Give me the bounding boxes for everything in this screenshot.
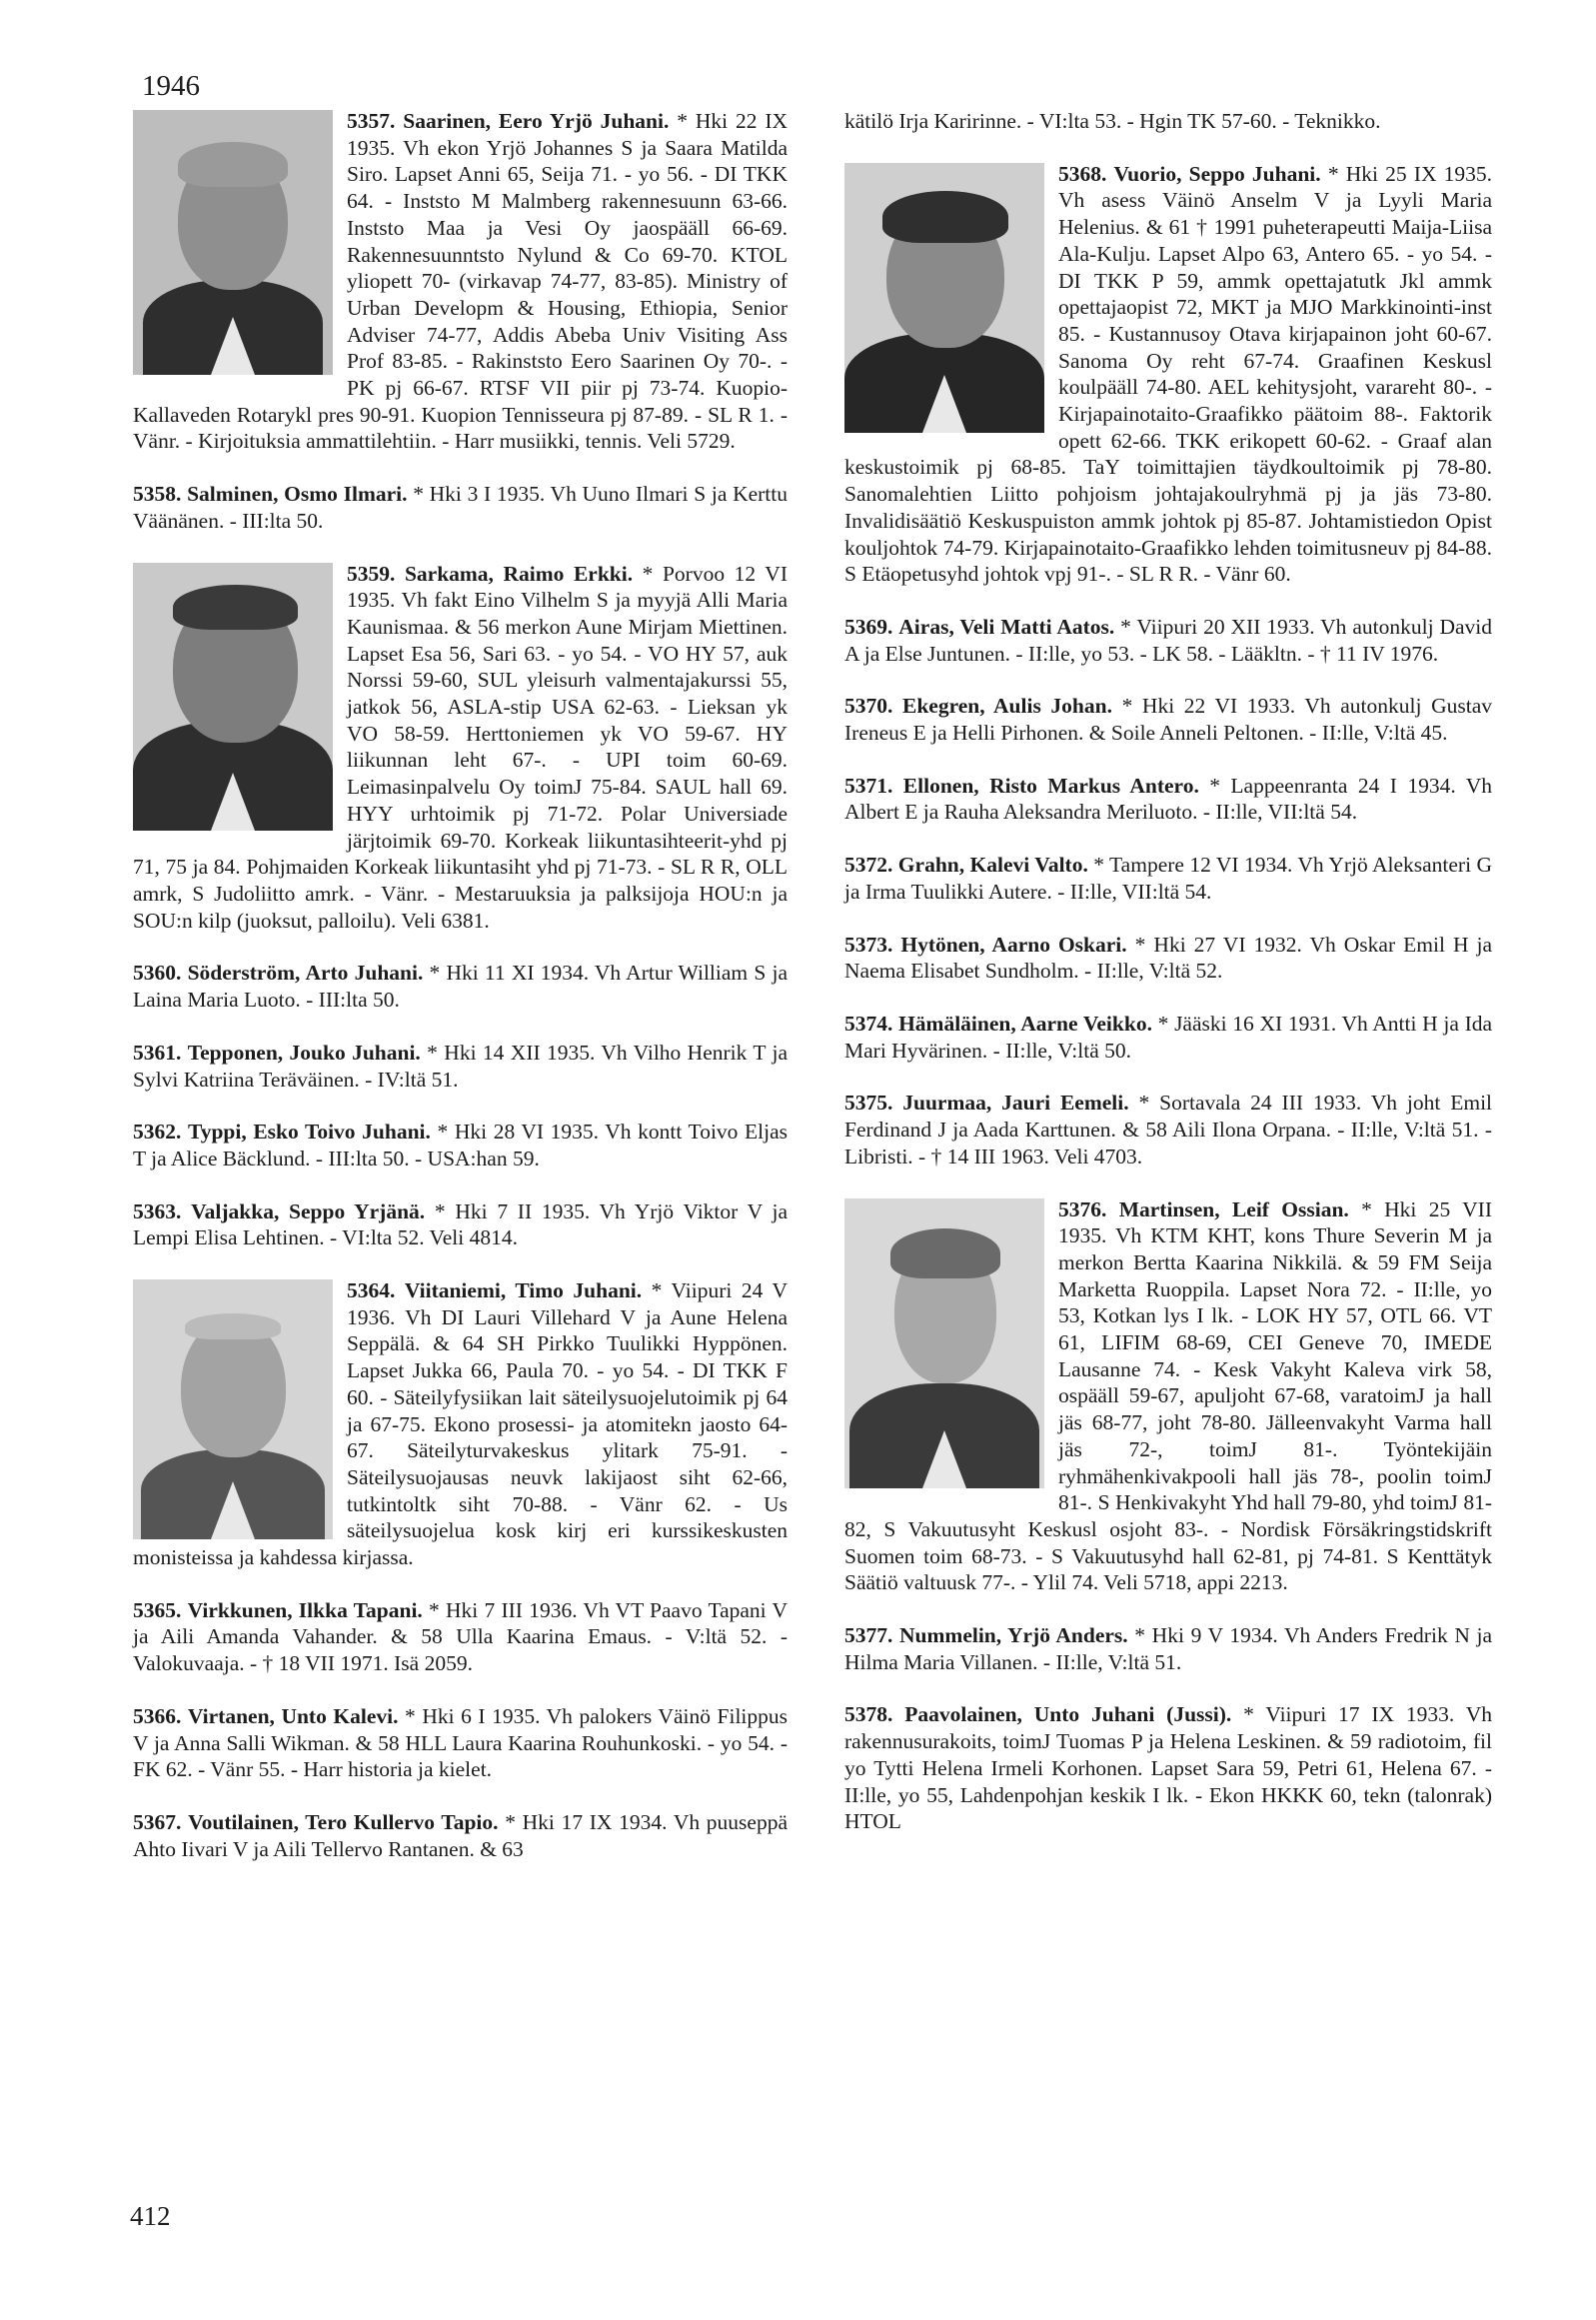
entry-name: Vuorio, Seppo Juhani.: [1113, 161, 1321, 186]
entry-5360: [133, 960, 788, 1013]
entry-5361: [133, 1040, 788, 1093]
entry-5370: [844, 693, 1492, 746]
entry-number: 5376.: [1058, 1196, 1107, 1221]
entry-number: 5367.: [133, 1809, 182, 1834]
entry-name: Airas, Veli Matti Aatos.: [898, 614, 1115, 639]
entry-name: Hytönen, Aarno Oskari.: [900, 932, 1127, 957]
entry-text: * Hki 25 IX 1935. Vh asess Väinö Anselm V ja Lyyli Maria Helenius. & 61 † 1991 puheterapeutti Maija-Liisa Ala-Kulju. Lapset Alpo 63, Antero 65. - yo 54. - DI TKK P 59, ammk opettajatutk Jkl ammk opettajaopist 72, MKT ja MJO Markkinointi-inst 85. - Kustannusoy Otava kirjapainon joht 60-67. Sanoma Oy reht 67-74. Graafinen Keskusl koulpääll 74-80. AEL kehitysjoht, varareht 80-. - Kirjapainotaito-Graafikko päätoim 88-. Faktorik opett 62-66. TKK erikopett 60-62. - Graaf alan keskustoimik pj 68-85. TaY toimittajien täydkoultoimik pj 78-80. Sanomalehtien Liitto pohjoism johtajakoulryhmä pj ja jäs 73-80. Invalidisäätiö Keskuspuiston ammk johtok pj 85-87. Johtamistiedon Opist kouljohtok 74-79. Kirjapainotaito-Graafikko lehden toimitusneuv pj 84-88. S Etäopetusyhd johtok vpj 91-. - SL R R. - Vänr 60.: [844, 161, 1493, 587]
entry-text: * Hki 7 II 1935. Vh Yrjö Viktor V ja Lempi Elisa Lehtinen. - VI:lta 52. Veli 4814.: [133, 1198, 789, 1250]
entry-name: Typpi, Esko Toivo Juhani.: [187, 1120, 431, 1145]
entry-number: 5378.: [844, 1702, 893, 1727]
entry-5367: [133, 1809, 788, 1862]
entry-text: * Hki 14 XII 1935. Vh Vilho Henrik T ja Sylvi Katriina Teräväinen. - IV:ltä 51.: [133, 1040, 789, 1092]
entry-name: Martinsen, Leif Ossian.: [1118, 1196, 1349, 1221]
entry-text: * Hki 28 VI 1935. Vh kontt Toivo Eljas T ja Alice Bäcklund. - III:lta 50. - USA:han 59.: [133, 1120, 789, 1170]
entry-text: * Hki 6 I 1935. Vh palokers Väinö Filippus V ja Anna Salli Wikman. & 58 HLL Laura Kaarina Rouhunkoski. - yo 54. - FK 62. - Vänr 55. - Harr historia ja kielet.: [133, 1703, 789, 1782]
entry-5362: [133, 1119, 788, 1171]
entry-5376: [844, 1196, 1492, 1597]
entry-number: 5358.: [133, 482, 182, 507]
entry-text: * Hki 22 VI 1933. Vh autonkulj Gustav Ireneus E ja Helli Pirhonen. & Soile Anneli Peltonen. - II:lle, V:ltä 45.: [844, 694, 1492, 746]
entry-number: 5374.: [844, 1011, 893, 1036]
entry-name: Grahn, Kalevi Valto.: [897, 853, 1088, 878]
entry-5359: [133, 561, 788, 935]
entry-name: Virtanen, Unto Kalevi.: [187, 1703, 399, 1728]
entry-name: Valjakka, Seppo Yrjänä.: [191, 1198, 426, 1223]
entry-text: * Viipuri 20 XII 1933. Vh autonkulj David A ja Else Juntunen. - II:lle, yo 53. - LK 58. - Lääkltn. - † 11 IV 1976.: [844, 614, 1492, 666]
portrait-photo-5368: [844, 163, 1044, 433]
portrait-photo-5359: [133, 563, 333, 831]
entry-text: * Hki 22 IX 1935. Vh ekon Yrjö Johannes S ja Saara Matilda Siro. Lapset Anni 65, Seija 71. - yo 56. - DI TKK 64. - Inststo M Malmberg rakennesuunn 63-66. Inststo Maa ja Vesi Oy jaospääll 66-69. Rakennesuunntsto Nylund & Co 69-70. KTOL yliopett 70- (virkavap 74-77, 83-85). Ministry of Urban Developm & Housing, Ethiopia, Senior Adviser 74-77, Addis Abeba Univ Visiting Ass Prof 83-85. - Rakinststo Eero Saarinen Oy 70-. - PK pj 66-67. RTSF VII piir pj 73-74. Kuopio-Kallaveden Rotarykl pres 90-91. Kuopion Tennisseura pj 87-89. - SL R 1. - Vänr. - Kirjoituksia ammattilehtiin. - Harr musiikki, tennis. Veli 5729.: [133, 109, 789, 454]
entry-number: 5363.: [133, 1198, 182, 1223]
entry-text: * Hki 25 VII 1935. Vh KTM KHT, kons Thure Severin M ja merkon Bertta Kaarina Nikkilä. & 59 FM Seija Marketta Ruoppila. Lapset Nora 72. - II:lle, yo 53, Kotkan lys I lk. - LOK HY 57, OTL 66. VT 61, LIFIM 68-69, CEI Geneve 70, IMEDE Lausanne 74. - Kesk Vakyht Kaleva virk 58, ospääll 59-67, apuljoht 67-68, varatoimJ ja hall jäs 68-77, joht 78-80. Jälleenvakyht Varma hall jäs 72-, toimJ 81-. Työntekijäin ryhmähenkivakpooli hall jäs 78-, poolin toimJ 81-. S Henkivakyht Yhd hall 79-80, yhd toimJ 81-82, S Vakuutusyht Keskusl osjoht 83-. - Nordisk Försäkringstidskrift Suomen toim 68-73. - S Vakuutusyhd hall 62-81, pj 74-81. S Kenttätyk Säätiö valtuusk 77-. - Ylil 74. Veli 5718, appi 2213.: [844, 1196, 1492, 1595]
entry-name: Saarinen, Eero Yrjö Juhani.: [403, 109, 670, 133]
portrait-photo-5357: [133, 110, 333, 375]
entry-number: 5370.: [844, 694, 893, 719]
entry-text: * Lappeenranta 24 I 1934. Vh Albert E ja Rauha Aleksandra Meriluoto. - II:lle, VII:ltä 54.: [844, 773, 1492, 825]
entry-5357: [133, 108, 788, 455]
entry-5367-continued: [844, 108, 1492, 135]
entry-5369: [844, 614, 1492, 667]
entry-name: Tepponen, Jouko Juhani.: [187, 1040, 421, 1065]
entry-5377: [844, 1622, 1492, 1675]
entry-name: Juurmaa, Jauri Eemeli.: [902, 1091, 1129, 1116]
entry-5365: [133, 1597, 788, 1677]
entry-5378: [844, 1701, 1492, 1835]
entry-number: 5362.: [133, 1120, 182, 1145]
entry-text: * Viipuri 17 IX 1933. Vh rakennusurakoits, toimJ Tuomas P ja Helena Leskinen. & 59 radiotoim, fil yo Tytti Helena Irmeli Korhonen. Lapset Sara 59, Petri 61, Helena 67. - II:lle, yo 55, Lahdenpohjan keskik I lk. - Ekon HKKK 60, tekn (talonrak) HTOL: [844, 1702, 1493, 1834]
portrait-photo-5364: [133, 1279, 333, 1539]
entry-number: 5360.: [133, 961, 182, 986]
left-column: [133, 108, 788, 1888]
entry-text: * Hki 11 XI 1934. Vh Artur William S ja Laina Maria Luoto. - III:lta 50.: [133, 961, 789, 1013]
entry-text: * Porvoo 12 VI 1935. Vh fakt Eino Vilhelm S ja myyjä Alli Maria Kaunismaa. & 56 merkon Aune Mirjam Miettinen. Lapset Esa 56, Sari 63. - yo 54. - VO HY 57, auk Norssi 59-60, SUL yleisurh valmentajakurssi 55, jatkok 56, ASLA-stip USA 62-63. - Lieksan yk VO 58-59. Herttoniemen yk VO 59-67. HY liikunnan leht 67-. - UPI toim 60-69. Leimasinpalvelu Oy toimJ 75-84. SAUL hall 69. HYY urhtoimik pj 71-72. Polar Universiade järjtoimik 69-70. Korkeak liikuntasihteerit-yhd pj 71, 75 ja 84. Pohjmaiden Korkeak liikuntasiht yhd pj 71-73. - SL R R, OLL amrk, S Judoliitto amrk. - Vänr. - Mestaruuksia ja palksijoja HOU:n ja SOU:n kilp (juoksut, palloilu). Veli 6381.: [133, 561, 788, 933]
entry-name: Hämäläinen, Aarne Veikko.: [898, 1011, 1152, 1036]
entry-number: 5364.: [347, 1278, 396, 1303]
entry-name: Salminen, Osmo Ilmari.: [187, 482, 408, 507]
entry-name: Virkkunen, Ilkka Tapani.: [187, 1597, 423, 1622]
entry-5368: [844, 161, 1492, 588]
entry-number: 5375.: [844, 1091, 893, 1116]
entry-text: * Hki 7 III 1936. Vh VT Paavo Tapani V ja Aili Amanda Vahander. & 58 Ulla Kaarina Emaus. - V:ltä 52. - Valokuvaaja. - † 18 VII 1971. Isä 2059.: [133, 1597, 789, 1676]
portrait-photo-5376: [844, 1198, 1044, 1488]
entry-5372: [844, 852, 1492, 905]
entry-5358: [133, 481, 788, 534]
entry-name: Ekegren, Aulis Johan.: [901, 694, 1112, 719]
page-number: 412: [130, 2201, 171, 2231]
entry-name: Voutilainen, Tero Kullervo Tapio.: [188, 1809, 499, 1834]
entry-text: * Sortavala 24 III 1933. Vh joht Emil Ferdinand J ja Aada Karttunen. & 58 Aili Ilona Orpana. - II:lle, V:ltä 51. - Libristi. - † 14 III 1963. Veli 4703.: [844, 1091, 1493, 1168]
entry-name: Söderström, Arto Juhani.: [187, 961, 424, 986]
entry-number: 5373.: [844, 932, 893, 957]
entry-5363: [133, 1198, 788, 1251]
right-column: [844, 108, 1492, 1861]
entry-5366: [133, 1703, 788, 1783]
entry-text: * Jääski 16 XI 1931. Vh Antti H ja Ida Mari Hyvärinen. - II:lle, V:ltä 50.: [844, 1011, 1493, 1063]
entry-number: 5369.: [844, 614, 893, 639]
entry-name: Paavolainen, Unto Juhani (Jussi).: [904, 1702, 1232, 1727]
entry-number: 5359.: [347, 561, 396, 586]
entry-5374: [844, 1011, 1492, 1064]
entry-number: 5365.: [133, 1597, 182, 1622]
entry-text: * Hki 3 I 1935. Vh Uuno Ilmari S ja Kerttu Väänänen. - III:lta 50.: [133, 482, 788, 533]
entry-text: * Hki 9 V 1934. Vh Anders Fredrik N ja Hilma Maria Villanen. - II:lle, V:ltä 51.: [844, 1623, 1493, 1674]
entry-name: Ellonen, Risto Markus Antero.: [902, 773, 1199, 798]
entry-number: 5357.: [347, 109, 396, 133]
entry-5364: [133, 1277, 788, 1571]
entry-number: 5377.: [844, 1623, 893, 1648]
entry-text: * Hki 17 IX 1934. Vh puuseppä Ahto Iivari V ja Aili Tellervo Rantanen. & 63: [133, 1809, 788, 1861]
entry-number: 5368.: [1058, 161, 1107, 186]
entry-5375: [844, 1090, 1492, 1169]
entry-text: * Tampere 12 VI 1934. Vh Yrjö Aleksanteri G ja Irma Tuulikki Autere. - II:lle, VII:ltä 54.: [844, 853, 1492, 904]
entry-5373: [844, 932, 1492, 985]
entry-name: Nummelin, Yrjö Anders.: [899, 1623, 1128, 1648]
entry-text: * Hki 27 VI 1932. Vh Oskar Emil H ja Naema Elisabet Sundholm. - II:lle, V:ltä 52.: [844, 932, 1492, 984]
entry-name: Sarkama, Raimo Erkki.: [404, 561, 634, 586]
entry-number: 5361.: [133, 1040, 182, 1065]
entry-5371: [844, 773, 1492, 826]
page-year: 1946: [142, 70, 200, 102]
entry-name: Viitaniemi, Timo Juhani.: [404, 1278, 643, 1303]
entry-number: 5371.: [844, 773, 893, 798]
entry-text: kätilö Irja Karirinne. - VI:lta 53. - Hgin TK 57-60. - Teknikko.: [844, 109, 1381, 133]
entry-text: * Viipuri 24 V 1936. Vh DI Lauri Villehard V ja Aune Helena Seppälä. & 64 SH Pirkko Tuulikki Hyppönen. Lapset Jukka 66, Paula 70. - yo 54. - DI TKK F 60. - Säteilyfysiikan lait säteilysuojelutoimik pj 64 ja 67-75. Ekono prosessi- ja atomitekn jaosto 64-67. Säteilyturvakeskus ylitark 75-91. - Säteilysuojausas neuvk lakijaost siht 62-66, tutkintoltk siht 70-88. - Vänr 62. - Us säteilysuojelua kosk kirj eri kurssikeskusten monisteissa ja kahdessa kirjassa.: [133, 1278, 789, 1570]
entry-number: 5366.: [133, 1703, 182, 1728]
entry-number: 5372.: [844, 853, 893, 878]
